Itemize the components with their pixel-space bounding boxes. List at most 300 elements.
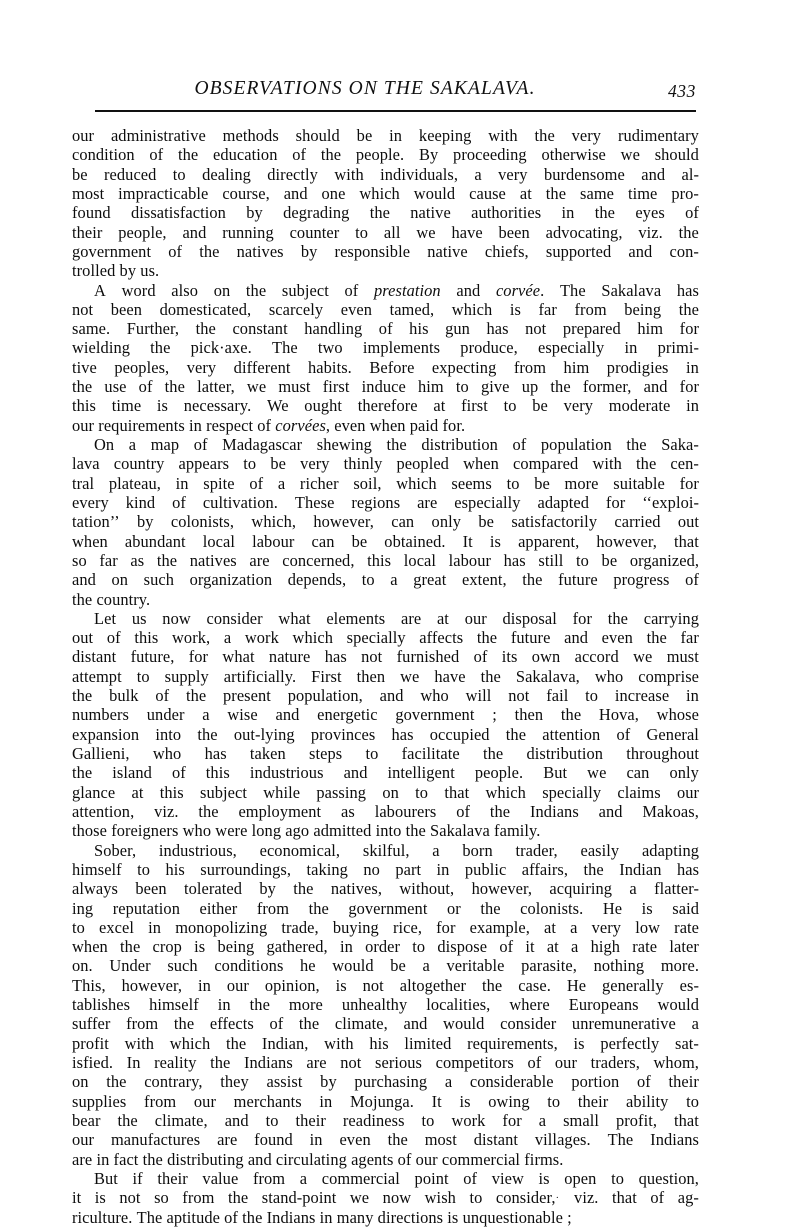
text-line xyxy=(72,918,699,937)
word: must xyxy=(666,647,699,667)
para-commercial-point-of-view xyxy=(72,1169,699,1227)
word: induce xyxy=(361,377,406,397)
word: we xyxy=(416,222,436,242)
word: however, xyxy=(471,879,533,899)
word: of xyxy=(224,1207,238,1227)
word: under xyxy=(146,705,185,725)
text-line xyxy=(72,860,699,879)
word: merchants xyxy=(233,1091,302,1111)
word: rudimentary xyxy=(617,126,699,145)
word: Saka- xyxy=(661,435,699,454)
word: local xyxy=(202,531,235,551)
word: the xyxy=(249,995,270,1015)
word: of xyxy=(650,1188,665,1208)
text-line xyxy=(72,570,699,589)
word: the xyxy=(583,859,604,879)
word: a xyxy=(691,1014,699,1034)
word: dispose xyxy=(437,937,488,957)
word: circulating xyxy=(275,1149,347,1169)
word: numbers xyxy=(72,705,130,725)
word: be xyxy=(478,512,494,532)
text-line xyxy=(72,338,699,357)
word: the xyxy=(607,608,628,628)
word: requirements xyxy=(98,415,185,435)
word: the xyxy=(560,705,582,725)
word: now xyxy=(162,608,191,628)
word: two xyxy=(317,338,343,358)
word: him xyxy=(563,357,590,377)
word: even xyxy=(601,628,633,648)
word: wish xyxy=(424,1188,456,1208)
word: in xyxy=(189,415,202,435)
word: people. xyxy=(474,763,524,783)
word: who xyxy=(594,666,624,686)
word: habits. xyxy=(308,357,352,377)
word: Further, xyxy=(126,319,180,339)
word: ag- xyxy=(677,1188,699,1208)
word: occupied xyxy=(429,724,490,744)
word: richer xyxy=(299,473,339,493)
word: trolled xyxy=(72,261,116,281)
word: in xyxy=(389,126,403,145)
word: apparent, xyxy=(518,531,580,551)
word: open xyxy=(564,1168,597,1188)
word: so xyxy=(154,1188,169,1208)
word: still xyxy=(538,550,564,570)
word: proceeding xyxy=(453,145,527,165)
word: with xyxy=(124,1033,155,1053)
word: skilful, xyxy=(362,840,410,860)
word: is xyxy=(194,937,206,957)
word: and xyxy=(628,241,653,261)
text-line xyxy=(72,744,699,763)
word: handling xyxy=(304,319,363,339)
word: government xyxy=(395,705,475,725)
word: which xyxy=(169,1033,211,1053)
word: and xyxy=(379,686,404,706)
word: in xyxy=(686,686,699,706)
word: by xyxy=(246,203,263,223)
word: climate, xyxy=(334,1014,388,1034)
word: their xyxy=(157,1168,188,1188)
word: This, xyxy=(72,975,106,995)
word: will xyxy=(465,686,492,706)
word: appears xyxy=(178,454,230,474)
word: nothing xyxy=(593,956,645,976)
word: would xyxy=(332,956,374,976)
word: which xyxy=(359,183,400,203)
text-line xyxy=(72,1111,699,1130)
word: what xyxy=(222,647,255,667)
text-line xyxy=(72,1053,699,1072)
word: at xyxy=(131,782,144,802)
word: now xyxy=(382,1188,412,1208)
word: in xyxy=(217,995,231,1015)
word: condition xyxy=(72,145,135,165)
word: then xyxy=(514,705,544,725)
word: authorities xyxy=(471,203,542,223)
word: is xyxy=(573,1033,585,1053)
word: to xyxy=(243,454,257,474)
word: to xyxy=(265,1110,279,1130)
word: a xyxy=(277,473,286,493)
word: profit xyxy=(72,1033,109,1053)
word: Indians xyxy=(266,1207,316,1227)
word: It xyxy=(462,531,473,551)
word: even xyxy=(334,415,366,435)
word: in xyxy=(319,1207,333,1227)
word: of xyxy=(636,1072,651,1092)
word: attempt xyxy=(72,666,122,686)
word: dealing xyxy=(202,164,251,184)
word: and xyxy=(403,1014,428,1034)
word: concerned, xyxy=(282,550,355,570)
word: however, xyxy=(313,512,374,532)
word: degrading xyxy=(283,203,350,223)
word: Indians xyxy=(529,801,579,821)
word: all xyxy=(383,222,401,242)
word: supplies xyxy=(72,1091,127,1111)
word: Sakalava xyxy=(430,821,490,841)
word: industrious, xyxy=(158,840,237,860)
word: would xyxy=(443,1014,485,1034)
word: part xyxy=(395,859,422,879)
para-elements-at-our-disposal xyxy=(72,609,699,841)
text-line xyxy=(72,686,699,705)
word: who xyxy=(152,744,182,763)
word: viz. xyxy=(638,222,663,242)
word: the xyxy=(678,222,699,242)
word: distribution xyxy=(421,435,498,454)
word: we xyxy=(246,377,267,397)
word: cultivation. xyxy=(202,492,278,512)
word: Makoas, xyxy=(642,801,699,821)
word: by xyxy=(259,879,276,899)
word: first xyxy=(461,396,488,416)
word: reduced xyxy=(104,164,157,184)
word: the xyxy=(522,570,543,590)
word: latter, xyxy=(197,377,235,397)
text-line xyxy=(72,1014,699,1033)
word: of xyxy=(155,686,170,706)
word: are xyxy=(249,550,270,570)
word: and xyxy=(343,763,368,783)
word: is xyxy=(509,299,521,319)
word: from xyxy=(144,1091,177,1111)
word: to xyxy=(137,859,151,879)
word: steps xyxy=(309,744,343,763)
word: of xyxy=(149,145,164,165)
word: is xyxy=(156,396,168,416)
word: a xyxy=(128,435,137,454)
word: on. xyxy=(72,956,93,976)
word: such xyxy=(143,570,174,590)
word: depends, xyxy=(287,570,347,590)
word: be xyxy=(390,956,406,976)
text-line xyxy=(72,435,699,454)
word: map xyxy=(150,435,180,454)
word: the xyxy=(482,744,504,763)
word: rate xyxy=(632,937,658,957)
word: found xyxy=(254,1130,293,1150)
word: the xyxy=(594,203,616,223)
word: compared xyxy=(513,454,579,474)
word: the xyxy=(636,454,657,474)
word: affects xyxy=(419,628,464,648)
word: and xyxy=(641,164,666,184)
word: be xyxy=(270,454,286,474)
word: ought xyxy=(304,396,343,416)
word: that xyxy=(674,531,699,551)
word: is xyxy=(335,975,347,995)
word: when xyxy=(463,454,499,474)
word: It xyxy=(431,1091,442,1111)
word: the xyxy=(199,241,220,261)
word: By xyxy=(418,145,439,165)
word: if xyxy=(132,1168,143,1188)
word: methods xyxy=(222,126,279,145)
word: ‘‘exploi- xyxy=(642,492,700,512)
word: very xyxy=(591,917,622,937)
word: out xyxy=(677,512,699,532)
word: a xyxy=(571,937,579,957)
word: wielding xyxy=(72,338,130,358)
word: and xyxy=(247,1149,272,1169)
word: of xyxy=(463,1168,478,1188)
text-line xyxy=(72,1169,699,1188)
word: the xyxy=(489,801,511,821)
word: that xyxy=(444,782,470,802)
word: cause xyxy=(469,183,506,203)
text-line xyxy=(72,763,699,782)
text-line xyxy=(72,1092,699,1111)
word: native xyxy=(427,241,468,261)
word: and xyxy=(224,1110,249,1130)
word: the xyxy=(308,898,329,918)
word: time xyxy=(627,183,658,203)
word: for xyxy=(679,319,700,339)
word: spite xyxy=(203,473,235,493)
word: directly xyxy=(267,164,318,184)
word: artificially. xyxy=(223,666,297,686)
word: then xyxy=(356,666,386,686)
text-line xyxy=(72,609,699,628)
word: the xyxy=(480,898,501,918)
word: conditions xyxy=(214,956,284,976)
word: island xyxy=(112,763,152,783)
word: also xyxy=(171,280,199,300)
word: agents xyxy=(351,1149,394,1169)
word: course, xyxy=(222,183,270,203)
word: viz. xyxy=(574,1188,599,1208)
word: ago xyxy=(285,821,310,841)
word: very xyxy=(186,357,217,377)
word: is xyxy=(459,1091,471,1111)
word: of xyxy=(344,280,359,300)
word: es- xyxy=(679,975,699,995)
word: a xyxy=(223,628,232,648)
word: carrying xyxy=(643,608,699,628)
word: are xyxy=(417,492,438,512)
word: one xyxy=(321,183,346,203)
word: viz. xyxy=(154,801,179,821)
word: great xyxy=(413,570,447,590)
word: our xyxy=(72,1130,95,1150)
word: natives, xyxy=(330,879,383,899)
word: a xyxy=(390,570,398,590)
word: perfectly xyxy=(600,1033,660,1053)
word: soil, xyxy=(353,473,382,493)
word: moderate xyxy=(608,396,671,416)
word: specially xyxy=(346,628,406,648)
word: work, xyxy=(172,628,211,648)
word: therefore xyxy=(357,396,418,416)
word: especially xyxy=(454,492,521,512)
word: Indians xyxy=(650,1130,699,1150)
word: this xyxy=(72,396,97,416)
word: they xyxy=(220,1072,249,1092)
word: economical, xyxy=(259,840,341,860)
word: were xyxy=(215,821,248,841)
word: for. xyxy=(442,415,466,435)
word: for xyxy=(436,917,456,937)
word: where xyxy=(509,995,550,1015)
word: and xyxy=(643,377,668,397)
word: climate, xyxy=(154,1110,208,1130)
word: at xyxy=(433,396,446,416)
word: different xyxy=(233,357,291,377)
text-line xyxy=(72,532,699,551)
word: paid xyxy=(409,415,439,435)
word: supported xyxy=(545,241,612,261)
word: of xyxy=(269,1014,284,1034)
word: pick·axe. xyxy=(190,338,252,358)
word: later xyxy=(669,937,699,957)
word: subject xyxy=(200,782,248,802)
word: tation’’ xyxy=(72,512,120,532)
word: firms. xyxy=(524,1149,564,1169)
word: ing xyxy=(72,898,94,918)
word: on xyxy=(72,1072,89,1092)
word: for xyxy=(679,377,700,397)
text-line xyxy=(72,358,699,377)
word: Indian, xyxy=(261,1033,309,1053)
word: villages. xyxy=(534,1130,591,1150)
word: we xyxy=(400,666,420,686)
word: not xyxy=(340,1053,362,1072)
word: in xyxy=(436,859,450,879)
word: is xyxy=(94,1188,106,1208)
word: the xyxy=(646,628,667,648)
word: buying xyxy=(332,917,379,937)
word: the xyxy=(164,377,185,397)
text-line xyxy=(72,879,699,898)
word: prodigies xyxy=(606,357,669,377)
word: being xyxy=(217,937,255,957)
word: ; xyxy=(492,705,497,725)
word: intelligent xyxy=(387,763,455,783)
word: those xyxy=(72,821,107,841)
word: the xyxy=(195,319,216,339)
word: of xyxy=(473,647,488,667)
word: by xyxy=(320,1072,337,1092)
word: taken xyxy=(249,744,286,763)
word: country. xyxy=(96,589,151,609)
text-line xyxy=(72,628,699,647)
word: born xyxy=(462,840,493,860)
word: has xyxy=(324,647,347,667)
word: value xyxy=(202,1168,239,1188)
word: at xyxy=(544,917,557,937)
word: our xyxy=(464,608,487,628)
word: of xyxy=(138,377,153,397)
word: order xyxy=(365,937,401,957)
word: always xyxy=(72,879,118,899)
word: . xyxy=(540,280,545,300)
word: ; xyxy=(567,1207,572,1227)
word: us. xyxy=(140,261,160,281)
word: directions xyxy=(377,1207,444,1227)
word: a xyxy=(538,1110,547,1130)
word: whom, xyxy=(653,1053,699,1072)
word: al- xyxy=(681,164,700,184)
word: without, xyxy=(399,879,455,899)
word: tablishes xyxy=(72,995,131,1015)
print-artifact-speck: · xyxy=(555,1192,560,1205)
word: On xyxy=(94,435,115,454)
word: claims xyxy=(617,782,661,802)
word: far xyxy=(680,628,699,648)
word: supply xyxy=(164,666,209,686)
word: ability xyxy=(626,1091,669,1111)
word: can xyxy=(311,531,335,551)
word: In xyxy=(126,1053,141,1072)
text-line xyxy=(72,802,699,821)
word: tamed, xyxy=(389,299,435,319)
word: has xyxy=(676,280,699,300)
word: distribution xyxy=(526,744,604,763)
word: it xyxy=(525,937,535,957)
word: more. xyxy=(660,956,700,976)
text-line xyxy=(72,184,699,203)
word: our xyxy=(226,975,249,995)
word: taking xyxy=(306,859,348,879)
italic-word: corvées xyxy=(275,415,326,435)
word: are xyxy=(306,1053,327,1072)
word: in xyxy=(561,203,575,223)
word: to xyxy=(361,570,375,590)
word: a xyxy=(570,917,578,937)
word: this xyxy=(367,550,392,570)
word: eyes xyxy=(635,203,665,223)
text-line xyxy=(72,261,699,280)
word: progress xyxy=(613,570,670,590)
word: necessary. xyxy=(183,396,252,416)
word: which xyxy=(485,782,526,802)
word: has xyxy=(391,724,414,744)
word: We xyxy=(266,396,289,416)
word: a xyxy=(299,1168,308,1188)
word: a xyxy=(474,164,482,184)
word: who xyxy=(182,821,212,841)
word: elements xyxy=(326,608,386,628)
word: not xyxy=(72,299,94,319)
word: aptitude xyxy=(166,1207,220,1227)
word: produce, xyxy=(460,338,518,358)
word: the xyxy=(386,435,407,454)
word: what xyxy=(278,608,311,628)
word: carried xyxy=(614,512,661,532)
